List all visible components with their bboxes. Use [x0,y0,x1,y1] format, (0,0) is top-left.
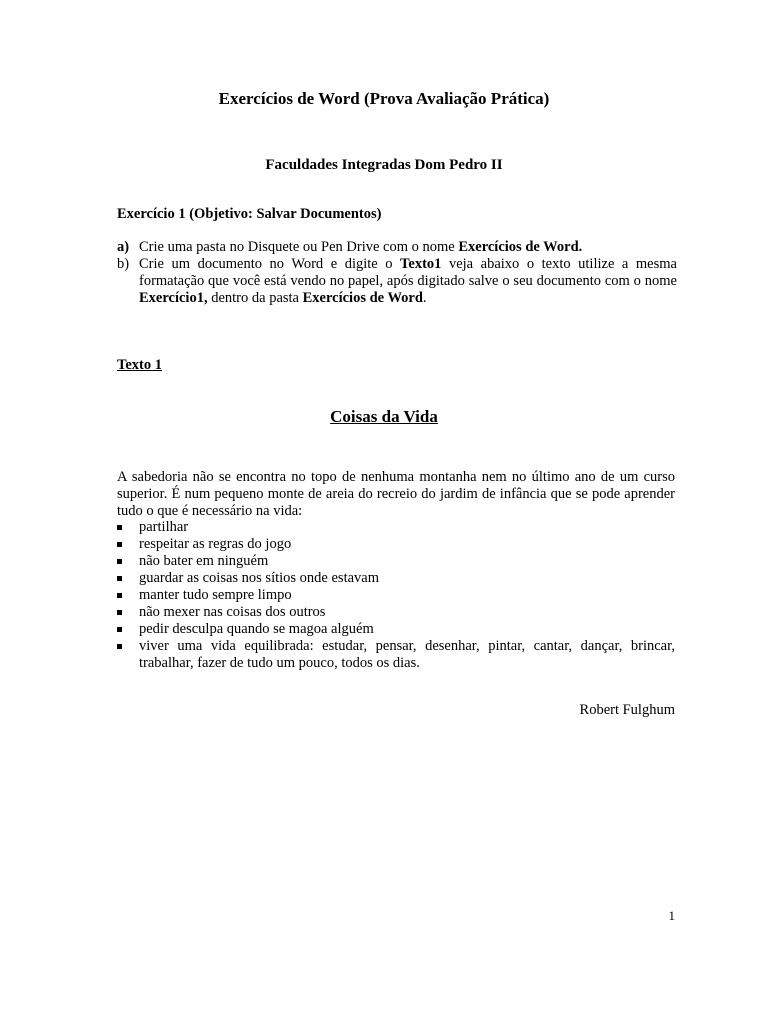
list-item-text: não mexer nas coisas dos outros [139,604,326,620]
item-bold-text: Exercício1, [139,290,208,306]
exercise-list [117,239,677,307]
list-item-text: viver uma vida equilibrada: estudar, pensar, desenhar, pintar, cantar, dançar, brincar, trabalhar, fazer de tudo um pouco, todos os dias. [139,638,675,671]
list-item [117,621,675,638]
exercise-item-a [117,239,677,256]
list-item-text: pedir desculpa quando se magoa alguém [139,621,374,637]
exercise-heading: Exercício 1 (Objetivo: Salvar Documentos) [117,206,382,222]
author-name: Robert Fulghum [579,702,675,718]
list-item [117,519,675,536]
item-text: dentro da pasta [207,290,303,306]
document-title: Exercícios de Word (Prova Avaliação Prática) [218,89,550,108]
square-bullet-icon [117,559,122,564]
square-bullet-icon [117,610,122,615]
list-item [117,638,675,672]
list-item-text: guardar as coisas nos sítios onde estavam [139,570,380,586]
list-item [117,553,675,570]
list-item [117,604,675,621]
square-bullet-icon [117,576,122,581]
square-bullet-icon [117,627,122,632]
square-bullet-icon [117,542,122,547]
list-item-text: não bater em ninguém [139,553,269,569]
item-marker: a) [117,239,130,255]
exercise-item-b [117,256,677,307]
list-item [117,570,675,587]
list-item-text: respeitar as regras do jogo [139,536,292,552]
square-bullet-icon [117,644,122,649]
item-text: veja abaixo o texto utilize a mesma formatação que você está vendo no papel, após digitado salve o seu documento com o nome [139,256,677,289]
list-item [117,587,675,604]
poem-title: Coisas da Vida [330,407,438,426]
item-text: Crie um documento no Word e digite o [139,256,401,272]
square-bullet-icon [117,593,122,598]
list-item-text: partilhar [139,519,189,535]
list-item-text: manter tudo sempre limpo [139,587,292,603]
texto-heading: Texto 1 [117,357,162,373]
square-bullet-icon [117,525,122,530]
bullet-list [117,519,675,672]
page-number: 1 [668,908,675,923]
list-item [117,536,675,553]
item-bold-text: Exercícios de Word [302,290,423,306]
intro-paragraph: A sabedoria não se encontra no topo de nenhuma montanha nem no último ano de um curso superior. É num pequeno monte de areia do recreio do jardim de infância que se pode aprender tudo o que é necessário na vida: [117,469,675,519]
item-text: Crie uma pasta no Disquete ou Pen Drive com o nome [139,239,459,255]
item-bold-text: Exercícios de Word. [458,239,583,255]
institution-name: Faculdades Integradas Dom Pedro II [265,157,503,173]
item-marker: b) [117,256,130,272]
item-text: . [422,290,427,306]
item-bold-text: Texto1 [400,256,442,272]
